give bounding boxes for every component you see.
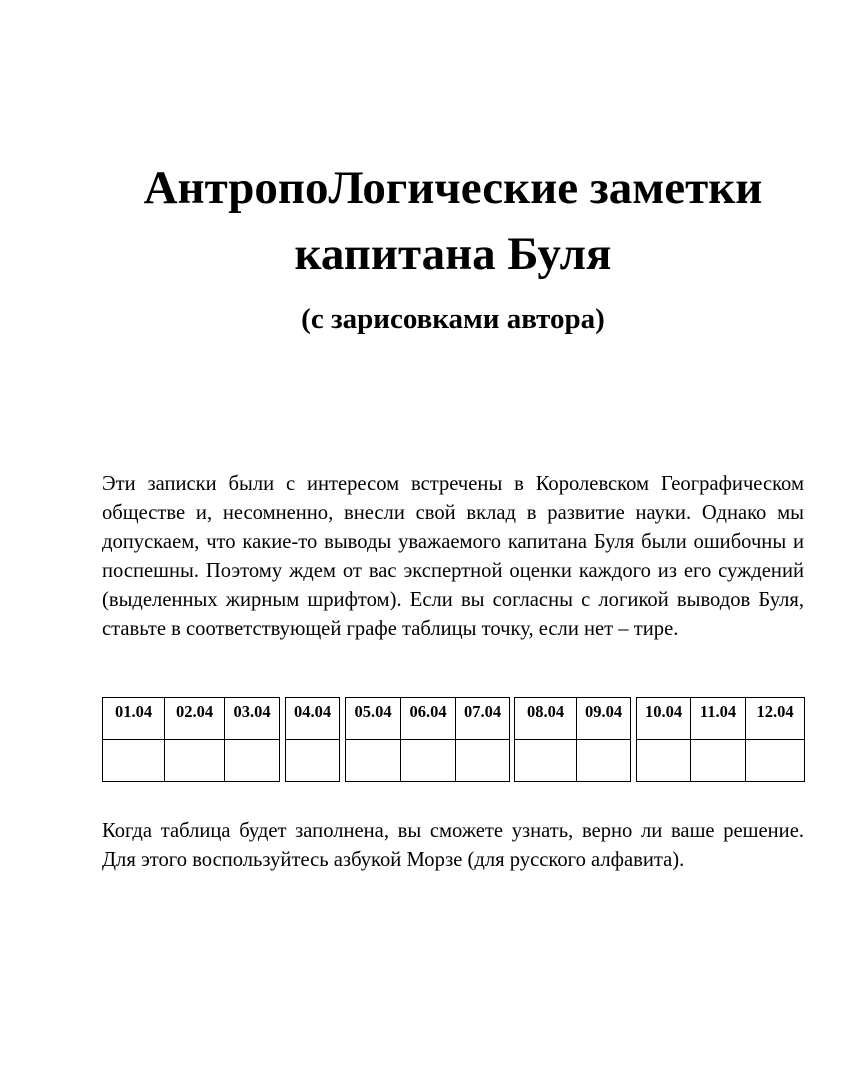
intro-line: обществе и, несомненно, внесли свой вклад в развитие науки. Однако мы: [102, 502, 804, 524]
answer-table-group: [285, 697, 340, 782]
answer-cell[interactable]: [637, 740, 690, 781]
date-header: 12.04: [746, 698, 804, 740]
answer-cell[interactable]: [165, 740, 224, 781]
date-column: [103, 698, 164, 781]
date-header: 09.04: [577, 698, 630, 740]
date-column: [164, 698, 224, 781]
outro-paragraph: [102, 817, 804, 875]
date-column: [637, 698, 690, 781]
answer-table-group: [102, 697, 280, 782]
date-column: [455, 698, 509, 781]
answer-cell[interactable]: [515, 740, 576, 781]
intro-paragraph: [102, 470, 804, 644]
document-title-line-2: капитана Буля: [294, 228, 612, 280]
date-header: 05.04: [346, 698, 400, 740]
answer-cell[interactable]: [225, 740, 279, 781]
intro-line: Эти записки были с интересом встречены в Королевском Географическом: [102, 473, 804, 495]
intro-line: (выделенных жирным шрифтом). Если вы согласны с логикой выводов Буля,: [102, 589, 804, 611]
answer-cell[interactable]: [456, 740, 509, 781]
outro-line: Когда таблица будет заполнена, вы сможете узнать, верно ли ваше решение.: [102, 820, 804, 842]
intro-line: допускаем, что какие-то выводы уважаемого капитана Буля были ошибочны и: [102, 531, 804, 553]
date-column: [346, 698, 400, 781]
answer-table-group: [514, 697, 631, 782]
date-header: 07.04: [456, 698, 509, 740]
date-header: 04.04: [286, 698, 339, 740]
answer-cell[interactable]: [746, 740, 804, 781]
date-column: [400, 698, 455, 781]
date-column: [745, 698, 804, 781]
answer-table: [0, 697, 847, 781]
document-title-line-1: АнтропоЛогические заметки: [143, 162, 763, 214]
date-column: [224, 698, 279, 781]
date-header: 10.04: [637, 698, 690, 740]
answer-table-group: [636, 697, 805, 782]
answer-cell[interactable]: [691, 740, 745, 781]
answer-cell[interactable]: [401, 740, 455, 781]
date-header: 06.04: [401, 698, 455, 740]
answer-cell[interactable]: [346, 740, 400, 781]
answer-cell[interactable]: [577, 740, 630, 781]
answer-table-group: [345, 697, 510, 782]
date-header: 01.04: [103, 698, 164, 740]
date-column: [515, 698, 576, 781]
date-header: 08.04: [515, 698, 576, 740]
date-column: [690, 698, 745, 781]
date-header: 03.04: [225, 698, 279, 740]
intro-line: поспешны. Поэтому ждем от вас экспертной оценки каждого из его суждений: [102, 560, 804, 582]
outro-line: Для этого воспользуйтесь азбукой Морзе (для русского алфавита).: [102, 849, 685, 871]
document-subtitle: (с зарисовками автора): [301, 303, 605, 335]
date-column: [576, 698, 630, 781]
date-header: 11.04: [691, 698, 745, 740]
date-column: [286, 698, 339, 781]
date-header: 02.04: [165, 698, 224, 740]
answer-cell[interactable]: [286, 740, 339, 781]
answer-cell[interactable]: [103, 740, 164, 781]
intro-line: ставьте в соответствующей графе таблицы точку, если нет – тире.: [102, 618, 679, 640]
